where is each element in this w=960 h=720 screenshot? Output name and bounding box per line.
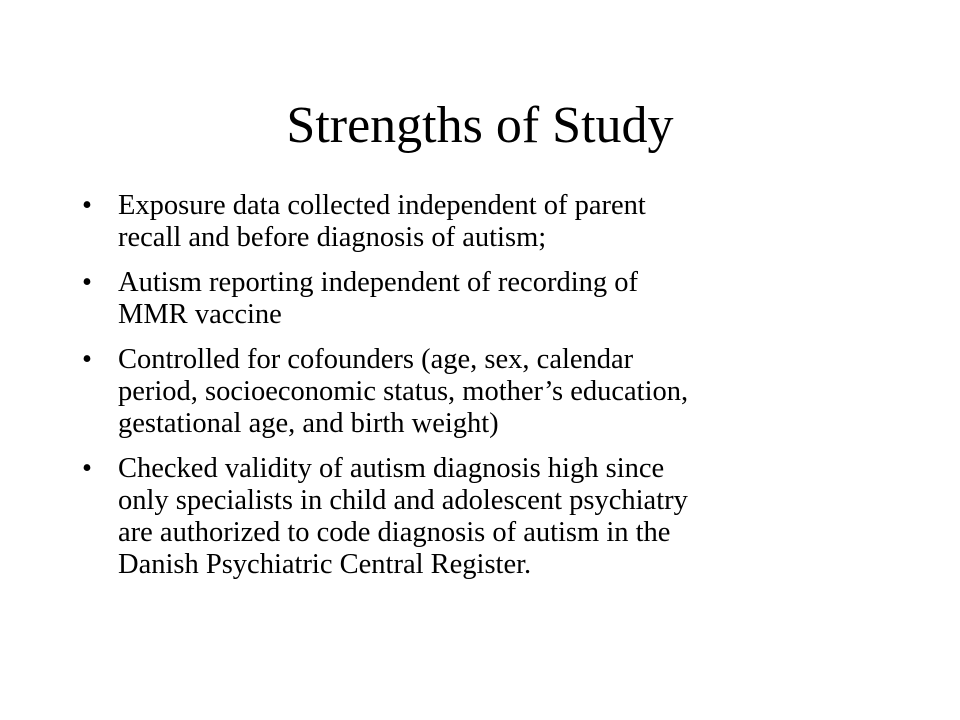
bullet-text-line: are authorized to code diagnosis of autism in the: [118, 517, 671, 548]
bullet-icon: •: [82, 190, 92, 221]
bullet-text-line: period, socioeconomic status, mother’s education,: [118, 376, 689, 407]
slide-title: Strengths of Study: [286, 97, 674, 154]
bullet-item: [82, 267, 882, 331]
bullet-list: [82, 190, 882, 594]
bullet-item: [82, 190, 882, 254]
bullet-text-line: Controlled for cofounders (age, sex, calendar: [118, 344, 634, 375]
bullet-icon: •: [82, 344, 92, 375]
bullet-text-line: recall and before diagnosis of autism;: [118, 222, 547, 253]
bullet-text-line: Checked validity of autism diagnosis high since: [118, 453, 665, 484]
bullet-text-line: only specialists in child and adolescent psychiatry: [118, 485, 688, 516]
bullet-item: [82, 453, 882, 581]
bullet-item: [82, 344, 882, 440]
bullet-text-line: Danish Psychiatric Central Register.: [118, 549, 532, 580]
bullet-text-line: Exposure data collected independent of parent: [118, 190, 646, 221]
bullet-text-line: gestational age, and birth weight): [118, 408, 499, 439]
bullet-text-line: MMR vaccine: [118, 299, 282, 330]
bullet-text-line: Autism reporting independent of recording of: [118, 267, 638, 298]
bullet-icon: •: [82, 453, 92, 484]
bullet-icon: •: [82, 267, 92, 298]
